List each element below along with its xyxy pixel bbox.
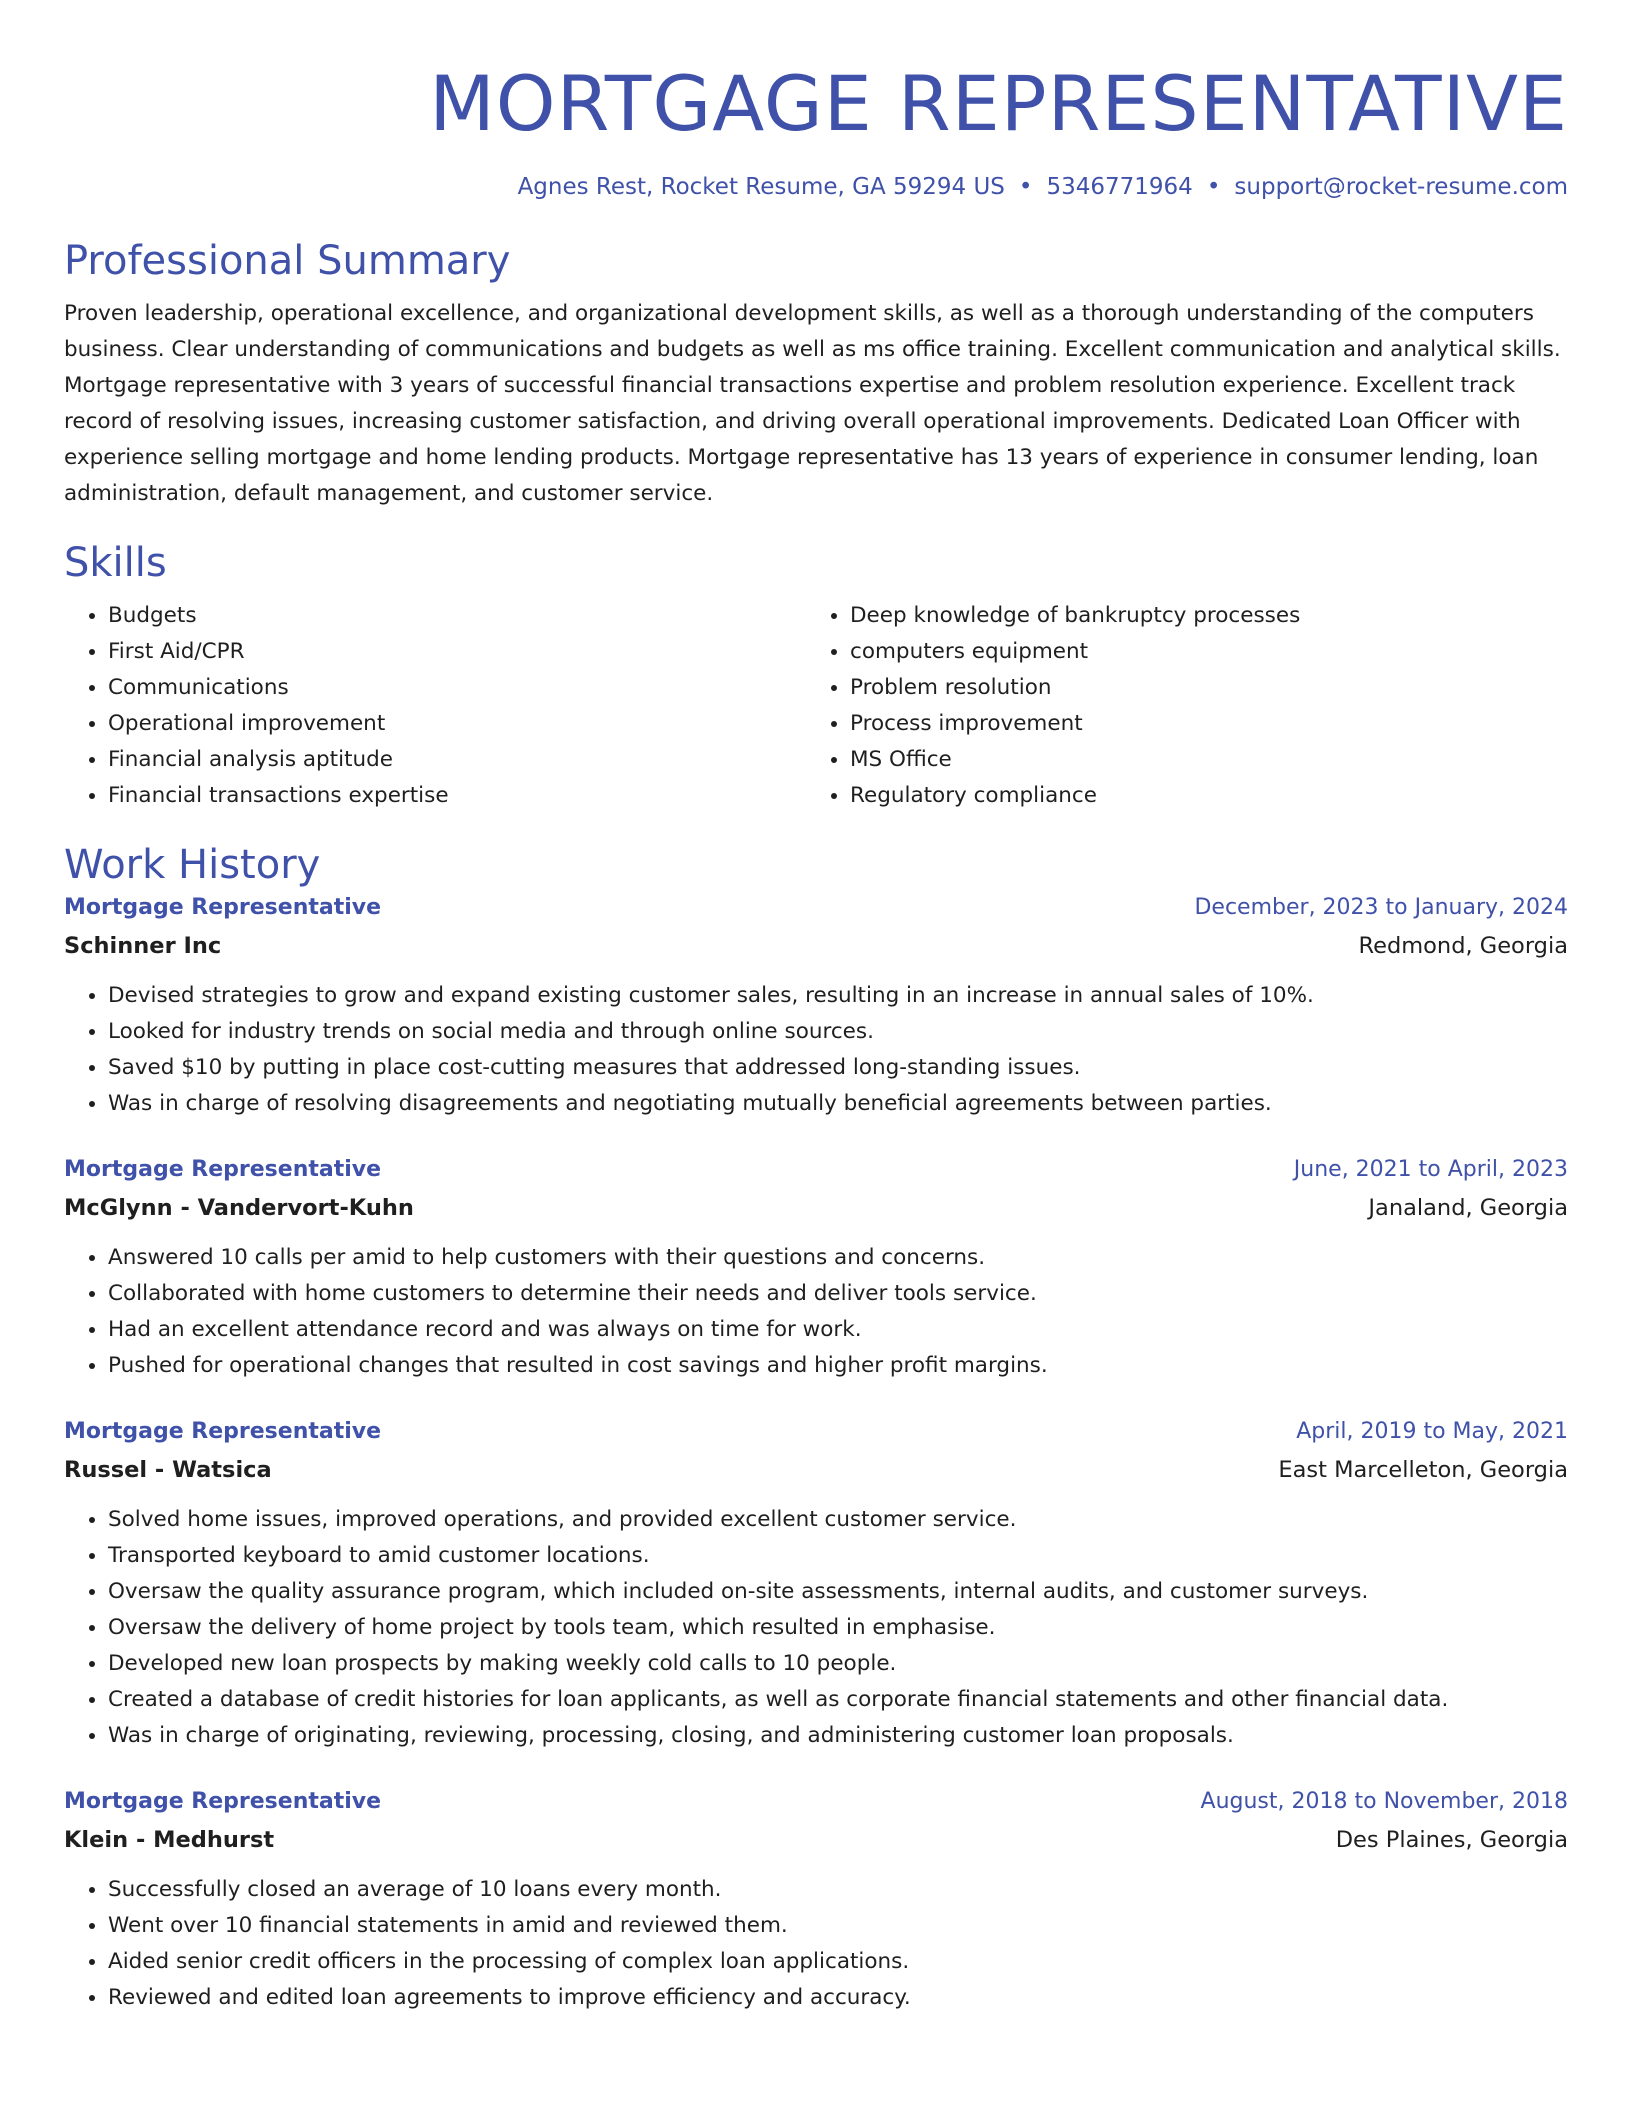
- job-bullet: • Oversaw the delivery of home project by tools team, which resulted in emphasise.: [108, 1610, 1568, 1646]
- job-entry: [64, 1784, 1568, 2016]
- work-history-heading: Work History: [64, 842, 321, 888]
- skill-item: • Communications: [108, 670, 806, 706]
- job-title: Mortgage Representative: [64, 1789, 382, 1814]
- job-location: Des Plaines, Georgia: [1335, 1827, 1568, 1853]
- job-entry: [64, 1152, 1568, 1384]
- resume-title: MORTGAGE REPRESENTATIVE: [429, 59, 1568, 148]
- job-bullet: • Successfully closed an average of 10 loans every month.: [108, 1872, 1568, 1908]
- contact-separator: •: [1206, 174, 1221, 200]
- job-bullet: • Reviewed and edited loan agreements to improve efficiency and accuracy.: [108, 1980, 1568, 2016]
- skills-column-right: [806, 598, 1548, 814]
- job-dates: December, 2023 to January, 2024: [1194, 895, 1568, 920]
- skill-item: • computers equipment: [850, 634, 1548, 670]
- summary-heading: Professional Summary: [64, 238, 511, 284]
- job-dates: August, 2018 to November, 2018: [1200, 1789, 1568, 1814]
- skill-item: • Financial transactions expertise: [108, 778, 806, 814]
- job-company: Schinner Inc: [64, 933, 222, 959]
- resume-page: [64, 56, 1568, 2016]
- job-bullet: • Looked for industry trends on social media and through online sources.: [108, 1014, 1568, 1050]
- job-bullet: • Had an excellent attendance record and was always on time for work.: [108, 1312, 1568, 1348]
- job-company: Klein - Medhurst: [64, 1827, 275, 1853]
- skill-item: • MS Office: [850, 742, 1548, 778]
- job-title: Mortgage Representative: [64, 1419, 382, 1444]
- job-bullet: • Developed new loan prospects by making weekly cold calls to 10 people.: [108, 1646, 1568, 1682]
- job-bullet: • Was in charge of resolving disagreements and negotiating mutually beneficial agreements between parties.: [108, 1086, 1568, 1122]
- skill-item: • Regulatory compliance: [850, 778, 1548, 814]
- contact-line: [64, 172, 1568, 202]
- skills-heading: Skills: [64, 540, 167, 586]
- skill-item: • Problem resolution: [850, 670, 1548, 706]
- job-title: Mortgage Representative: [64, 1157, 382, 1182]
- job-bullet: • Saved $10 by putting in place cost-cutting measures that addressed long-standing issues.: [108, 1050, 1568, 1086]
- skill-item: • Operational improvement: [108, 706, 806, 742]
- job-bullets: [64, 1872, 1568, 2016]
- job-bullet: • Went over 10 financial statements in amid and reviewed them.: [108, 1908, 1568, 1944]
- contact-email: support@rocket-resume.com: [1234, 174, 1568, 200]
- skill-item: • Deep knowledge of bankruptcy processes: [850, 598, 1548, 634]
- job-dates: June, 2021 to April, 2023: [1293, 1157, 1568, 1182]
- skills-column-left: [64, 598, 806, 814]
- job-bullet: • Was in charge of originating, reviewing, processing, closing, and administering customer loan proposals.: [108, 1718, 1568, 1754]
- contact-address: Agnes Rest, Rocket Resume, GA 59294 US: [517, 174, 1005, 200]
- contact-phone: 5346771964: [1046, 174, 1193, 200]
- job-bullet: • Collaborated with home customers to determine their needs and deliver tools service.: [108, 1276, 1568, 1312]
- job-bullet: • Answered 10 calls per amid to help customers with their questions and concerns.: [108, 1240, 1568, 1276]
- job-bullets: [64, 978, 1568, 1122]
- skill-item: • Budgets: [108, 598, 806, 634]
- job-bullet: • Created a database of credit histories for loan applicants, as well as corporate financial statements and other financial data.: [108, 1682, 1568, 1718]
- skill-item: • First Aid/CPR: [108, 634, 806, 670]
- job-location: Redmond, Georgia: [1358, 933, 1568, 959]
- contact-separator: •: [1018, 174, 1033, 200]
- job-bullets: [64, 1240, 1568, 1384]
- job-company: McGlynn - Vandervort-Kuhn: [64, 1195, 414, 1221]
- job-bullets: [64, 1502, 1568, 1754]
- job-dates: April, 2019 to May, 2021: [1296, 1419, 1568, 1444]
- skills-list: [64, 598, 1568, 814]
- skill-item: • Process improvement: [850, 706, 1548, 742]
- job-bullet: • Devised strategies to grow and expand existing customer sales, resulting in an increase in annual sales of 10%.: [108, 978, 1568, 1014]
- job-entry: [64, 1414, 1568, 1754]
- skill-item: • Financial analysis aptitude: [108, 742, 806, 778]
- summary-text: Proven leadership, operational excellence, and organizational development skills, as well as a thorough understanding of the computers business. Clear understanding of communications and budgets as well as ms office training. Excellent communication and analytical skills. Mortgage representative with 3 years of successful financial transactions expertise and problem resolution experience. Excellent track record of resolving issues, increasing customer satisfaction, and driving overall operational improvements. Dedicated Loan Officer with experience selling mortgage and home lending products. Mortgage representative has 13 years of experience in consumer lending, loan administration, default management, and customer service.: [64, 301, 1561, 506]
- job-location: East Marcelleton, Georgia: [1278, 1457, 1568, 1483]
- job-bullet: • Pushed for operational changes that resulted in cost savings and higher profit margins.: [108, 1348, 1568, 1384]
- job-bullet: • Solved home issues, improved operations, and provided excellent customer service.: [108, 1502, 1568, 1538]
- job-bullet: • Transported keyboard to amid customer locations.: [108, 1538, 1568, 1574]
- job-company: Russel - Watsica: [64, 1457, 272, 1483]
- job-title: Mortgage Representative: [64, 895, 382, 920]
- job-entry: [64, 890, 1568, 1122]
- job-bullet: • Oversaw the quality assurance program, which included on-site assessments, internal audits, and customer surveys.: [108, 1574, 1568, 1610]
- job-location: Janaland, Georgia: [1368, 1195, 1568, 1221]
- job-bullet: • Aided senior credit officers in the processing of complex loan applications.: [108, 1944, 1568, 1980]
